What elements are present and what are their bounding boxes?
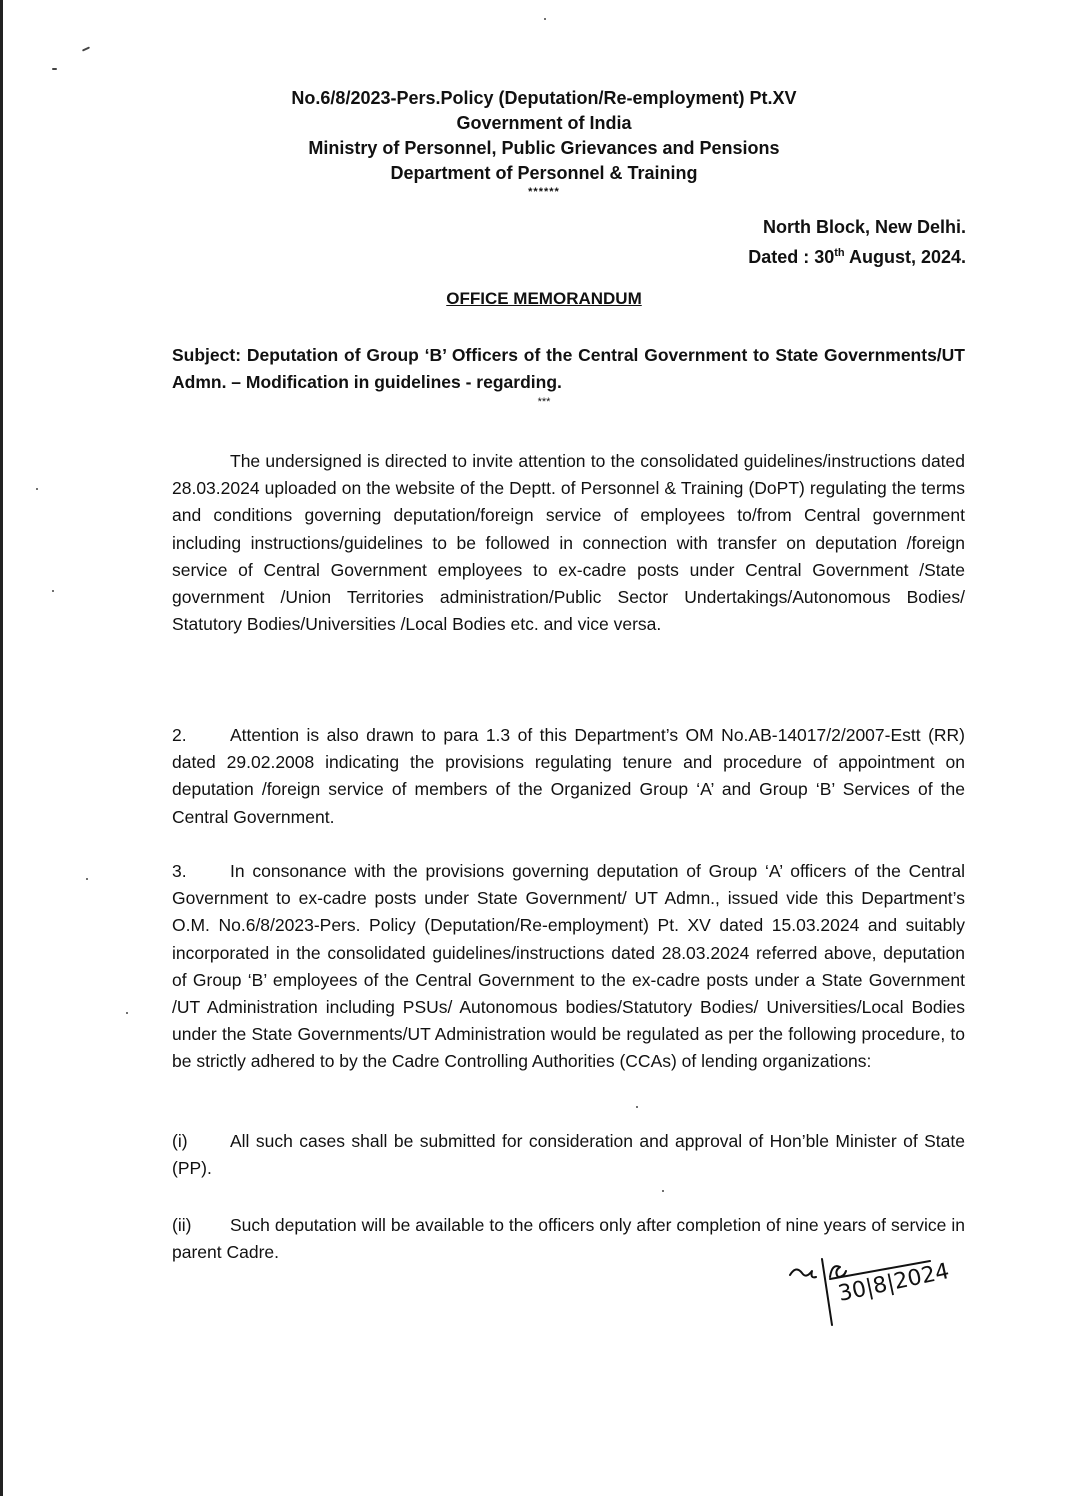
government-name: Government of India <box>456 113 632 133</box>
file-number: No.6/8/2023-Pers.Policy (Deputation/Re-employment) Pt.XV <box>291 88 797 108</box>
clause-number: (i) <box>172 1131 188 1151</box>
scan-left-edge <box>0 0 3 1496</box>
date-line: Dated : 30th August, 2024. <box>748 247 966 267</box>
memo-title: OFFICE MEMORANDUM <box>446 289 642 308</box>
signature-icon <box>780 1255 980 1335</box>
place-date-block <box>748 214 966 270</box>
paragraph-2 <box>172 722 965 831</box>
paragraph-3 <box>172 858 965 1076</box>
department-name: Department of Personnel & Training <box>390 163 698 183</box>
paragraph-number: 2. <box>172 725 187 745</box>
subject-line: Subject: Deputation of Group ‘B’ Officers of the Central Government to State Governments/UT Admn. – Modification in guidelines - regarding. <box>172 345 965 392</box>
clause-number: (ii) <box>172 1215 192 1235</box>
handwritten-signature <box>780 1255 980 1335</box>
paragraph-text: Attention is also drawn to para 1.3 of this Department’s OM No.AB-14017/2/2007-Estt (RR) dated 29.02.2008 indicating the provisions regulating tenure and procedure of appointment on deputation /foreign service of members of the Organized Group ‘A’ and Group ‘B’ Services of the Central Government. <box>172 725 965 827</box>
paragraph-text: In consonance with the provisions governing deputation of Group ‘A’ officers of the Central Government to ex-cadre posts under State Government/ UT Admn., issued vide this Department’s O.M. No.6/8/2023-Pers. Policy (Deputation/Re-employment) Pt. XV dated 15.03.2024 and suitably incorporated in the consolidated guidelines/instructions dated 28.03.2024 referred above, deputation of Group ‘B’ employees of the Central Government to the ex-cadre posts under a State Government /UT Administration including PSUs/ Autonomous bodies/Statutory Bodies/ Universities/Local Bodies under the State Governments/UT Administration would be regulated as per the following procedure, to be strictly adhered to by the Cadre Controlling Authorities (CCAs) of lending organizations: <box>172 861 965 1072</box>
clause-text: Such deputation will be available to the officers only after completion of nine years of service in parent Cadre. <box>172 1215 965 1263</box>
ministry-name: Ministry of Personnel, Public Grievances and Pensions <box>308 138 780 158</box>
paragraph-number: 3. <box>172 861 187 881</box>
paragraph-text: The undersigned is directed to invite attention to the consolidated guidelines/instructions dated 28.03.2024 uploaded on the website of the Deptt. of Personnel & Training (DoPT) regulating the terms and conditions governing deputation/foreign service of employees to/from Central government including instructions/guidelines to be followed in connection with transfer on deputation /foreign service of Central Government employees to ex-cadre posts under Central Government /State government /Union Territories administration/Public Sector Undertakings/Autonomous Bodies/ Statutory Bodies/Universities /Local Bodies etc. and vice versa. <box>172 451 965 635</box>
clause-i <box>172 1128 965 1182</box>
header-separator: ****** <box>528 186 560 198</box>
place: North Block, New Delhi. <box>762 217 966 237</box>
paragraph-1 <box>172 448 965 638</box>
svg-text:30|8|2024: 30|8|2024 <box>836 1258 952 1307</box>
letterhead <box>0 86 1088 198</box>
clause-text: All such cases shall be submitted for consideration and approval of Hon’ble Minister of State (PP). <box>172 1131 965 1179</box>
subject-separator: *** <box>537 396 551 408</box>
